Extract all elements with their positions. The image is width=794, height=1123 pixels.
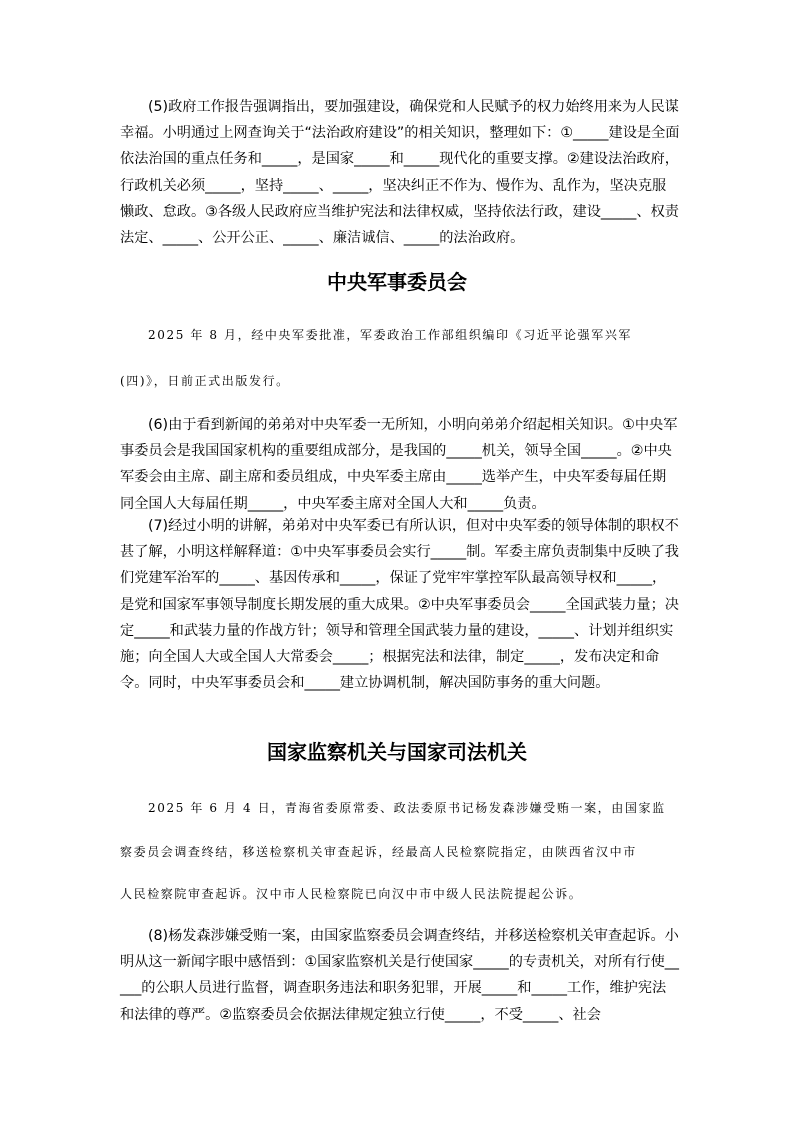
news-line: (四)》，日前正式出版发行。 (120, 374, 290, 388)
news-line: 察委员会调查终结，移送检察机关审查起诉，经最高人民检察院指定，由陕西省汉中市 (120, 845, 637, 859)
question-8-text: (8)杨发森涉嫌受贿一案，由国家监察委员会调查终结，并移送检察机关审查起诉。小明从这一新闻字眼中感悟到：①国家监察机关是行使国家_____的专责机关，对所有行使_____的公职人员进行监督，调查职务违法和职务犯罪，开展_____和_____工作，维护宪法和法律的尊严。②监察委员会依据法律规定独立行使_____，不受_____、社会 (120, 928, 679, 1023)
news-line: 人民检察院审查起诉。汉中市人民检察院已向汉中市中级人民法院提起公诉。 (120, 887, 583, 901)
question-7-text: (7)经过小明的讲解，弟弟对中央军委已有所认识，但对中央军委的领导体制的职权不甚了解，小明这样解释道：①中央军事委员会实行_____制。军委主席负责制集中反映了我们党建军治军的_____、基因传承和_____，保证了党牢牢掌控军队最高领导权和_____，是党和国家军事领导制度长期发展的重大成果。②中央军事委员会_____全国武装力量；决定_____和武装力量的作战方针；领导和管理全国武装力量的建设，_____、计划并组织实施；向全国人大或全国人大常委会_____；根据宪法和法律，制定_____，发布决定和命令。同时，中央军事委员会和_____建立协调机制，解决国防事务的重大问题。 (120, 518, 679, 692)
section-heading-supervision-judicial: 国家监察机关与国家司法机关 (267, 740, 527, 764)
news-line: 2025 年 6 月 4 日，青海省委原常委、政法委原书记杨发森涉嫌受贿一案，由国家监 (148, 801, 666, 815)
news-excerpt-cmc (120, 326, 680, 386)
question-6-paragraph (120, 412, 680, 517)
news-excerpt-supervision (120, 799, 680, 899)
question-5-text: (5)政府工作报告强调指出，要加强建设，确保党和人民赋予的权力始终用来为人民谋幸福。小明通过上网查询关于“法治政府建设”的相关知识，整理如下：①_____建设是全面依法治国的重点任务和_____，是国家_____和_____现代化的重要支撑。②建设法治政府，行政机关必须_____，坚持_____、_____，坚决纠正不作为、慢作为、乱作为，坚决克服懒政、怠政。③各级人民政府应当维护宪法和法律权威，坚持依法行政，建设_____、权责法定、_____、公开公正、_____、廉洁诚信、_____的法治政府。 (120, 99, 680, 247)
question-8-paragraph (120, 923, 680, 1028)
question-6-text: (6)由于看到新闻的弟弟对中央军委一无所知，小明向弟弟介绍起相关知识。①中央军事委员会是我国国家机构的重要组成部分，是我国的_____机关，领导全国_____。②中央军委会由主席、副主席和委员组成，中央军委主席由_____选举产生，中央军委每届任期同全国人大每届任期_____，中央军委主席对全国人大和_____负责。 (120, 417, 678, 512)
question-5-paragraph (120, 94, 680, 251)
question-7-paragraph (120, 513, 680, 696)
news-line: 2025 年 8 月，经中央军委批准，军委政治工作部组织编印《习近平论强军兴军 (148, 328, 633, 342)
section-heading-cmc: 中央军事委员会 (327, 270, 467, 294)
